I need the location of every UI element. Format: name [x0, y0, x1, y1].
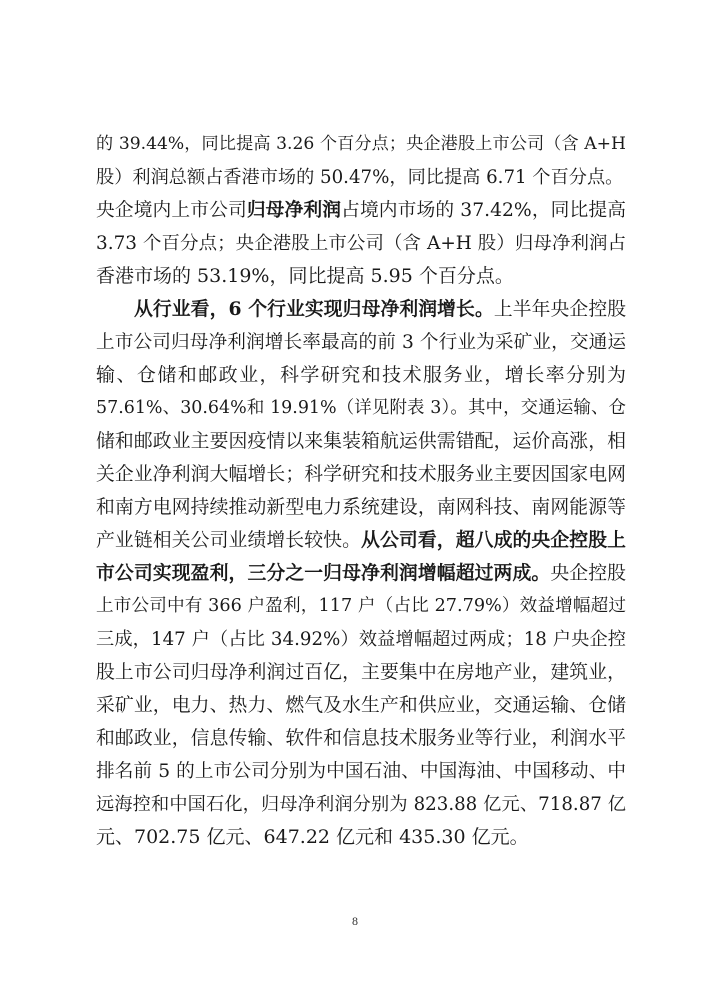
text-line — [96, 293, 626, 326]
text-segment: 上市公司中有 366 户盈利，117 户（占比 27.79%）效益增幅超过 — [96, 596, 626, 616]
text-segment: 3.73 个百分点；央企港股上市公司（含 A+H 股）归母净利润占 — [96, 233, 626, 254]
text-line — [96, 788, 626, 821]
text-segment: 股）利润总额占香港市场的 50.47%，同比提高 6.71 个百分点。 — [96, 167, 624, 188]
page-number: 8 — [352, 914, 358, 928]
text-segment: 57.61%、30.64%和 19.91%（详见附表 3）。其中，交通运输、仓 — [96, 398, 626, 418]
text-line — [96, 821, 626, 854]
text-segment: 三成，147 户（占比 34.92%）效益增幅超过两成；18 户央企控 — [96, 629, 626, 650]
text-segment: 香港市场的 53.19%，同比提高 5.95 个百分点。 — [96, 265, 514, 287]
text-line — [96, 590, 626, 623]
bold-text-segment: 从公司看，超八成的央企控股上 — [361, 529, 626, 551]
text-segment: 占境内市场的 37.42%，同比提高 — [341, 200, 626, 221]
text-line — [96, 392, 626, 425]
text-line — [96, 458, 626, 491]
text-line — [96, 755, 626, 788]
text-segment: 和邮政业，信息传输、软件和信息技术服务业等行业，利润水平 — [96, 728, 626, 749]
text-segment: 央企控股 — [550, 563, 626, 584]
text-segment: 储和邮政业主要因疫情以来集装箱航运供需错配，运价高涨，相 — [96, 431, 626, 452]
bold-text-segment: 归母净利润 — [246, 199, 342, 221]
text-line — [96, 524, 626, 557]
text-segment: 产业链相关公司业绩增长较快。 — [96, 530, 362, 551]
text-segment: 央企境内上市公司 — [96, 200, 247, 221]
text-line — [96, 227, 626, 260]
text-segment: 股上市公司归母净利润过百亿，主要集中在房地产业，建筑业， — [96, 662, 626, 683]
text-line — [96, 722, 626, 755]
text-line — [96, 689, 626, 722]
text-line — [96, 194, 626, 227]
text-segment: 元、702.75 亿元、647.22 亿元和 435.30 亿元。 — [96, 826, 529, 848]
body-text — [96, 128, 626, 854]
text-segment: 关企业净利润大幅增长；科学研究和技术服务业主要因国家电网 — [96, 464, 626, 485]
text-segment: 的 39.44%，同比提高 3.26 个百分点；央企港股上市公司（含 A+H — [96, 134, 626, 154]
text-line — [96, 260, 626, 293]
text-line — [96, 656, 626, 689]
text-segment: 远海控和中国石化，归母净利润分别为 823.88 亿元、718.87 亿 — [96, 794, 626, 815]
text-line — [96, 161, 626, 194]
text-segment: 和南方电网持续推动新型电力系统建设，南网科技、南网能源等 — [96, 497, 626, 518]
text-line — [96, 623, 626, 656]
text-line — [96, 359, 626, 392]
text-segment: 采矿业，电力、热力、燃气及水生产和供应业，交通运输、仓储 — [96, 695, 626, 716]
text-line — [96, 425, 626, 458]
text-line — [96, 491, 626, 524]
bold-text-segment: 市公司实现盈利，三分之一归母净利润增幅超过两成。 — [96, 562, 551, 584]
text-segment: 上半年央企控股 — [493, 299, 626, 320]
bold-text-segment: 从行业看，6 个行业实现归母净利润增长。 — [134, 298, 494, 320]
text-segment: 上市公司归母净利润增长率最高的前 3 个行业为采矿业，交通运 — [96, 332, 626, 353]
text-line — [96, 128, 626, 161]
text-line — [96, 326, 626, 359]
text-segment: 输、仓储和邮政业，科学研究和技术服务业，增长率分别为 — [96, 364, 626, 386]
text-line — [96, 557, 626, 590]
text-segment: 排名前 5 的上市公司分别为中国石油、中国海油、中国移动、中 — [96, 761, 626, 782]
